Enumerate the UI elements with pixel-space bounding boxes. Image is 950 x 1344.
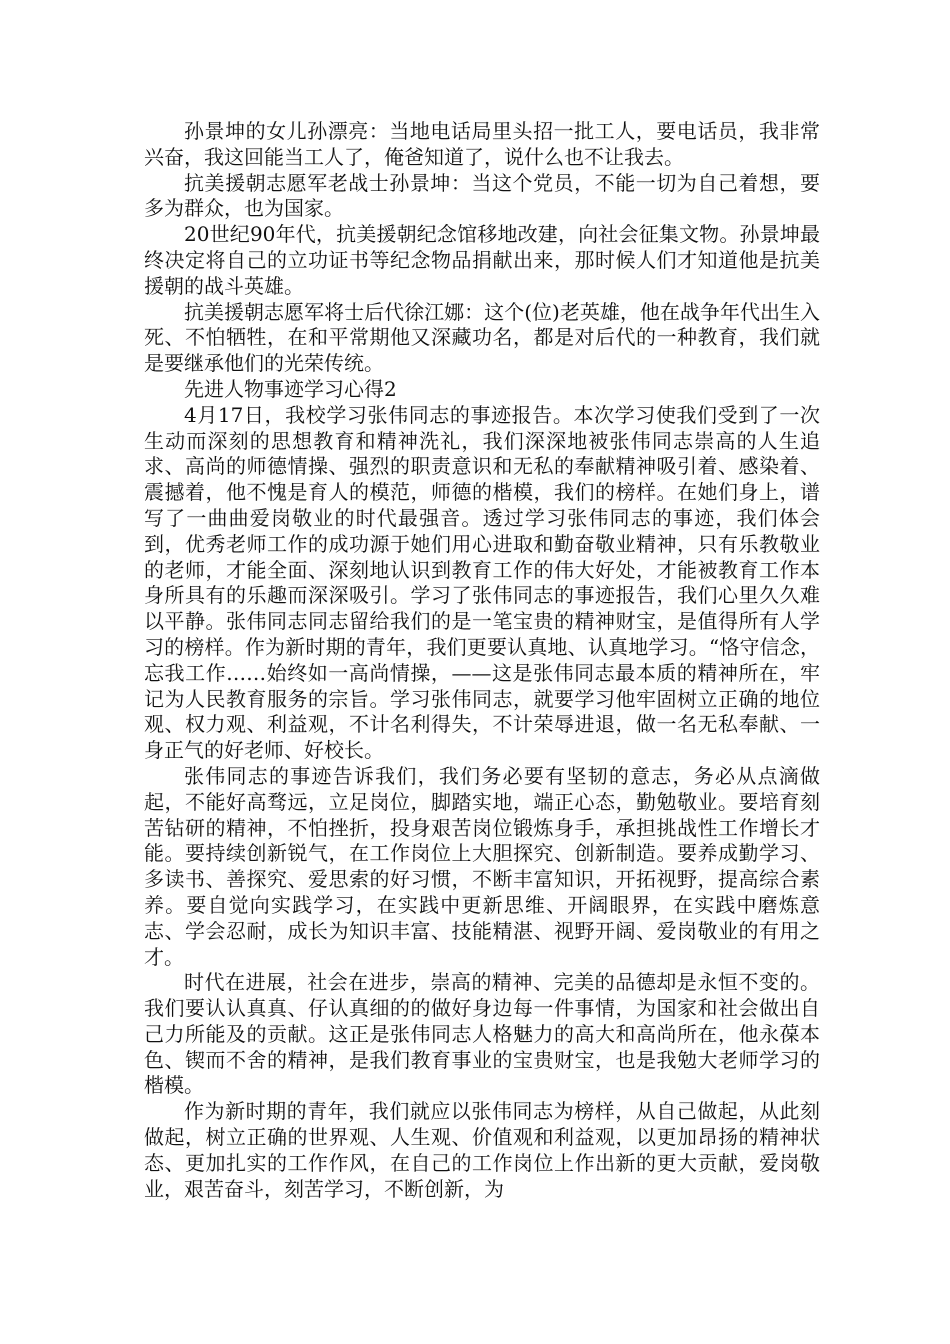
paragraph-veteran-quote: 抗美援朝志愿军老战士孙景坤：当这个党员，不能一切为自己着想，要多为群众，也为国家。	[144, 170, 820, 221]
paragraph-eternal-spirit: 时代在进展，社会在进步，崇高的精神、完美的品德却是永恒不变的。我们要认认真真、仔认真细的的做好身边每一件事情，为国家和社会做出自己力所能及的贡献。这正是张伟同志人格魅力的高大和高尚所在，他永葆本色、锲而不舍的精神，是我们教育事业的宝贵财宝，也是我勉大老师学习的楷模。	[144, 970, 820, 1098]
document-body	[144, 119, 820, 1202]
paragraph-study-report: 4月17日，我校学习张伟同志的事迹报告。本次学习使我们受到了一次生动而深刻的思想教育和精神洗礼，我们深深地被张伟同志崇高的人生追求、高尚的师德情操、强烈的职责意识和无私的奉献精神吸引着、感染着、震撼着，他不愧是育人的模范，师德的楷模，我们的榜样。在她们身上，谱写了一曲曲爱岗敬业的时代最强音。透过学习张伟同志的事迹，我们体会到，优秀老师工作的成功源于她们用心进取和勤奋敬业精神，只有乐教敬业的老师，才能全面、深刻地认识到教育工作的伟大好处，才能被教育工作本身所具有的乐趣而深深吸引。学习了张伟同志的事迹报告，我们心里久久难以平静。张伟同志同志留给我们的是一笔宝贵的精神财宝，是值得所有人学习的榜样。作为新时期的青年，我们更要认真地、认真地学习。“恪守信念，忘我工作……始终如一高尚情操，——这是张伟同志最本质的精神所在，牢记为人民教育服务的宗旨。学习张伟同志，就要学习他牢固树立正确的地位观、权力观、利益观，不计名利得失，不计荣辱进退，做一名无私奉献、一身正气的好老师、好校长。	[144, 402, 820, 763]
paragraph-descendant-quote: 抗美援朝志愿军将士后代徐江娜：这个(位)老英雄，他在战争年代出生入死、不怕牺牲，在和平常期他又深藏功名，都是对后代的一种教育，我们就是要继承他们的光荣传统。	[144, 299, 820, 376]
section-heading: 先进人物事迹学习心得2	[184, 376, 397, 401]
paragraph-daughter-quote: 孙景坤的女儿孙漂亮：当地电话局里头招一批工人，要电话员，我非常兴奋，我这回能当工人了，俺爸知道了，说什么也不让我去。	[144, 119, 820, 169]
paragraph-willpower: 张伟同志的事迹告诉我们，我们务必要有坚韧的意志，务必从点滴做起，不能好高骛远，立足岗位，脚踏实地，端正心态，勤勉敬业。要培育刻苦钻研的精神，不怕挫折，投身艰苦岗位锻炼身手，承担挑战性工作增长才能。要持续创新锐气，在工作岗位上大胆探究、创新制造。要养成勤学习、多读书、善探究、爱思索的好习惯，不断丰富知识，开拓视野，提高综合素养。要自觉向实践学习，在实践中更新思维、开阔眼界，在实践中磨炼意志、学会忍耐，成长为知识丰富、技能精湛、视野开阔、爱岗敬业的有用之才。	[144, 763, 820, 969]
paragraph-role-model: 作为新时期的青年，我们就应以张伟同志为榜样，从自己做起，从此刻做起，树立正确的世界观、人生观、价值观和利益观，以更加昂扬的精神状态、更加扎实的工作作风，在自己的工作岗位上作出新的更大贡献，爱岗敬业，艰苦奋斗，刻苦学习，不断创新，为	[144, 1099, 820, 1201]
paragraph-museum-donation: 20世纪90年代，抗美援朝纪念馆移地改建，向社会征集文物。孙景坤最终决定将自己的立功证书等纪念物品捐献出来，那时候人们才知道他是抗美援朝的战斗英雄。	[144, 222, 820, 298]
